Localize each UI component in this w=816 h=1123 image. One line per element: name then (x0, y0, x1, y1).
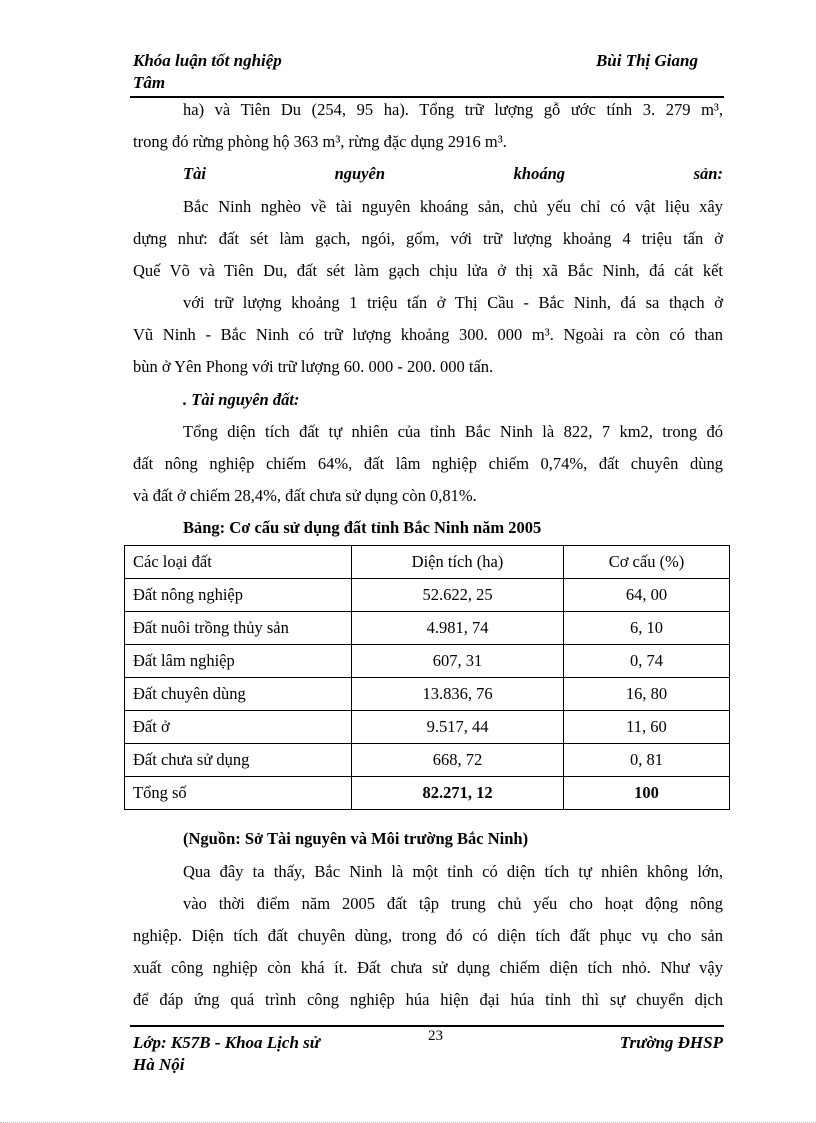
paragraph-line: để đáp ứng quá trình công nghiệp húa hiện đại húa tỉnh thì sự chuyển dịch (133, 990, 723, 1009)
table-cell: Đất nông nghiệp (125, 579, 352, 612)
paragraph-line: nghiệp. Diện tích đất chuyên dùng, trong đó có diện tích đất phục vụ cho sản (133, 926, 723, 945)
table-cell: 64, 00 (564, 579, 730, 612)
heading-word: nguyên (334, 164, 385, 183)
footer-class-continued: Hà Nội (133, 1055, 185, 1074)
table-total-row (125, 777, 730, 810)
header-title: Khóa luận tốt nghiệp (133, 51, 282, 70)
table-cell: 11, 60 (564, 711, 730, 744)
section-heading-land: . Tài nguyên đất: (183, 390, 300, 409)
table-row (125, 645, 730, 678)
table-cell: Đất ở (125, 711, 352, 744)
table-cell: Tổng số (125, 777, 352, 810)
paragraph-line: với trữ lượng khoảng 1 triệu tấn ở Thị Cầu - Bắc Ninh, đá sa thạch ở (183, 293, 723, 312)
table-row (125, 711, 730, 744)
paragraph-line: trong đó rừng phòng hộ 363 m³, rừng đặc dụng 2916 m³. (133, 132, 507, 151)
table-header-cell: Cơ cấu (%) (564, 546, 730, 579)
table-cell: 100 (564, 777, 730, 810)
table-row (125, 612, 730, 645)
paragraph-line: vào thời điểm năm 2005 đất tập trung chủ yếu cho hoạt động nông (183, 894, 723, 913)
paragraph-line: và đất ở chiếm 28,4%, đất chưa sử dụng còn 0,81%. (133, 486, 477, 505)
table-row (125, 678, 730, 711)
table-cell: Đất chuyên dùng (125, 678, 352, 711)
table-header-cell: Các loại đất (125, 546, 352, 579)
paragraph-line: ha) và Tiên Du (254, 95 ha). Tổng trữ lượng gỗ ước tính 3. 279 m³, (183, 100, 723, 119)
paragraph-line: Quế Võ và Tiên Du, đất sét làm gạch chịu lửa ở thị xã Bắc Ninh, đá cát kết (133, 261, 723, 280)
table-cell: Đất chưa sử dụng (125, 744, 352, 777)
footer-rule (130, 1025, 724, 1027)
header-author: Bùi Thị Giang (595, 51, 698, 70)
page-number: 23 (428, 1028, 443, 1044)
table-cell: 13.836, 76 (352, 678, 564, 711)
table-cell: 82.271, 12 (352, 777, 564, 810)
table-cell: Đất lâm nghiệp (125, 645, 352, 678)
table-cell: 607, 31 (352, 645, 564, 678)
heading-word: sản: (693, 164, 723, 183)
paragraph-line: xuất công nghiệp còn khá ít. Đất chưa sử dụng chiếm diện tích nhỏ. Như vậy (133, 958, 723, 977)
table-caption: Bảng: Cơ cấu sử dụng đất tỉnh Bắc Ninh năm 2005 (183, 518, 542, 537)
table-header-row (125, 546, 730, 579)
table-cell: 16, 80 (564, 678, 730, 711)
paragraph-line: Bắc Ninh nghèo về tài nguyên khoáng sản, chủ yếu chỉ có vật liệu xây (183, 197, 723, 216)
footer-school: Trường ĐHSP (619, 1033, 723, 1052)
table-header-cell: Diện tích (ha) (352, 546, 564, 579)
header-title-continued: Tâm (133, 73, 166, 92)
table-cell: 9.517, 44 (352, 711, 564, 744)
paragraph-line: bùn ở Yên Phong với trữ lượng 60. 000 - 200. 000 tấn. (133, 357, 494, 376)
header-rule (130, 96, 724, 98)
table-cell: Đất nuôi trồng thủy sản (125, 612, 352, 645)
table-cell: 52.622, 25 (352, 579, 564, 612)
table-row (125, 579, 730, 612)
paragraph-line: Tổng diện tích đất tự nhiên của tỉnh Bắc Ninh là 822, 7 km2, trong đó (183, 422, 723, 441)
paragraph-line: Vũ Ninh - Bắc Ninh có trữ lượng khoảng 300. 000 m³. Ngoài ra còn có than (133, 325, 723, 344)
section-heading-minerals (133, 163, 723, 185)
table-source: (Nguồn: Sở Tài nguyên và Môi trường Bắc Ninh) (183, 829, 529, 848)
table-cell: 668, 72 (352, 744, 564, 777)
table-row (125, 744, 730, 777)
heading-word: khoáng (513, 164, 565, 183)
table-cell: 6, 10 (564, 612, 730, 645)
table-cell: 0, 81 (564, 744, 730, 777)
paragraph-line: Qua đây ta thấy, Bắc Ninh là một tỉnh có diện tích tự nhiên không lớn, (183, 862, 723, 881)
footer-class: Lớp: K57B - Khoa Lịch sử (133, 1033, 320, 1052)
paragraph-line: dựng như: đất sét làm gạch, ngói, gốm, với trữ lượng khoảng 4 triệu tấn ở (133, 229, 723, 248)
table-cell: 0, 74 (564, 645, 730, 678)
land-use-table (124, 545, 730, 810)
table-cell: 4.981, 74 (352, 612, 564, 645)
paragraph-line: đất nông nghiệp chiếm 64%, đất lâm nghiệp chiếm 0,74%, đất chuyên dùng (133, 454, 723, 473)
heading-word: Tài (183, 164, 206, 183)
